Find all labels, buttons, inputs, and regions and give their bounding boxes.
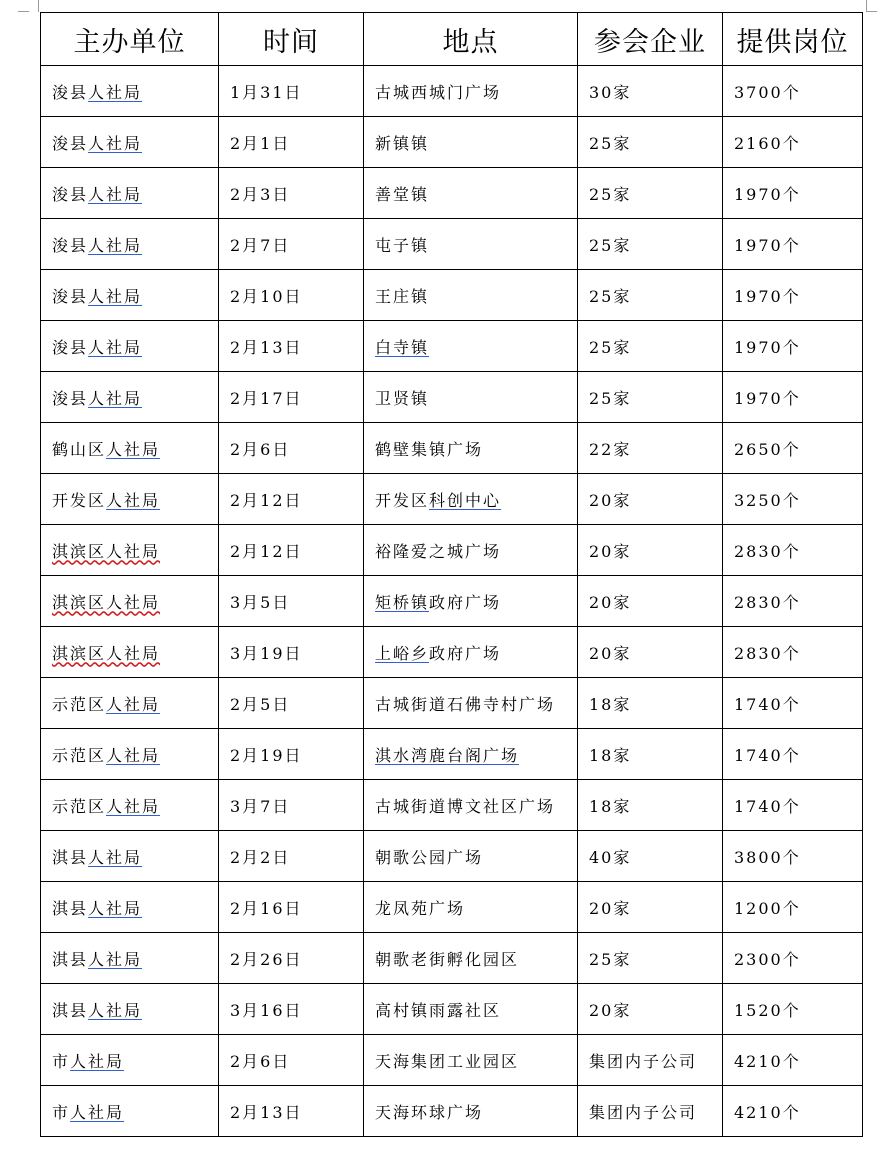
organizer-prefix: 浚县 (52, 82, 89, 102)
cell-jobs: 3800个 (723, 831, 863, 882)
cell-organizer (41, 729, 219, 780)
table-row (41, 831, 863, 882)
table-row (41, 984, 863, 1035)
location-text: 王庄镇 (375, 286, 430, 306)
table-row (41, 372, 863, 423)
cell-jobs: 2300个 (723, 933, 863, 984)
cell-jobs: 2160个 (723, 117, 863, 168)
cell-jobs: 2830个 (723, 525, 863, 576)
cell-companies: 集团内子公司 (578, 1035, 723, 1086)
location-text: 天海环球广场 (375, 1102, 484, 1122)
organizer-name: 人社局 (88, 1000, 143, 1020)
cell-organizer (41, 933, 219, 984)
cell-jobs: 4210个 (723, 1086, 863, 1137)
cell-location (364, 474, 578, 525)
cell-time: 2月1日 (219, 117, 364, 168)
organizer-prefix: 示范区 (52, 796, 107, 816)
table-row (41, 321, 863, 372)
cell-organizer (41, 66, 219, 117)
table-row (41, 780, 863, 831)
cell-companies: 18家 (578, 780, 723, 831)
cell-organizer (41, 882, 219, 933)
header-companies: 参会企业 (578, 13, 723, 66)
cell-time: 2月10日 (219, 270, 364, 321)
cell-time: 2月19日 (219, 729, 364, 780)
organizer-name: 人社局 (88, 286, 143, 306)
organizer-name: 人社局 (88, 184, 143, 204)
organizer-prefix: 示范区 (52, 745, 107, 765)
cell-jobs: 2830个 (723, 576, 863, 627)
table-row (41, 66, 863, 117)
organizer-name: 人社局 (88, 235, 143, 255)
cell-time: 3月7日 (219, 780, 364, 831)
table-row (41, 678, 863, 729)
cell-location (364, 780, 578, 831)
table-body (41, 66, 863, 1137)
cell-location (364, 270, 578, 321)
cell-time: 2月26日 (219, 933, 364, 984)
location-text: 屯子镇 (375, 235, 430, 255)
cell-time: 2月6日 (219, 423, 364, 474)
cell-companies: 20家 (578, 627, 723, 678)
cell-time: 3月19日 (219, 627, 364, 678)
table-row (41, 1086, 863, 1137)
cell-time: 2月13日 (219, 321, 364, 372)
cell-time: 2月6日 (219, 1035, 364, 1086)
cell-companies: 30家 (578, 66, 723, 117)
table-row (41, 1035, 863, 1086)
cell-organizer (41, 372, 219, 423)
location-text-tail: 政府广场 (429, 643, 502, 663)
cell-location (364, 321, 578, 372)
organizer-prefix: 淇县 (52, 847, 89, 867)
header-location: 地点 (364, 13, 578, 66)
organizer-name: 人社局 (106, 796, 161, 816)
organizer-prefix: 淇县 (52, 1000, 89, 1020)
location-text-tail: 政府广场 (429, 592, 502, 612)
cell-location (364, 1086, 578, 1137)
cell-organizer (41, 117, 219, 168)
table-row (41, 933, 863, 984)
table-row (41, 219, 863, 270)
location-marked-text: 科创中心 (429, 490, 502, 510)
cell-location (364, 831, 578, 882)
cell-location (364, 219, 578, 270)
cell-time: 3月16日 (219, 984, 364, 1035)
cell-time: 2月7日 (219, 219, 364, 270)
cell-location (364, 933, 578, 984)
cell-companies: 20家 (578, 576, 723, 627)
cell-jobs: 1200个 (723, 882, 863, 933)
location-marked-text: 白寺镇 (375, 337, 430, 357)
organizer-name: 人社局 (106, 490, 161, 510)
cell-organizer (41, 984, 219, 1035)
organizer-prefix: 鹤山区 (52, 439, 107, 459)
table-row (41, 270, 863, 321)
organizer-prefix: 浚县 (52, 388, 89, 408)
location-marked-text: 矩桥镇 (375, 592, 430, 612)
cell-time: 2月12日 (219, 525, 364, 576)
cell-companies: 集团内子公司 (578, 1086, 723, 1137)
cell-companies: 20家 (578, 474, 723, 525)
cell-jobs: 2650个 (723, 423, 863, 474)
organizer-name: 人社局 (88, 133, 143, 153)
organizer-prefix: 浚县 (52, 337, 89, 357)
organizer-name: 人社局 (88, 847, 143, 867)
organizer-prefix: 浚县 (52, 286, 89, 306)
cell-companies: 25家 (578, 372, 723, 423)
cell-jobs: 1970个 (723, 219, 863, 270)
location-text: 新镇镇 (375, 133, 430, 153)
organizer-prefix: 市 (52, 1051, 71, 1071)
cell-organizer (41, 525, 219, 576)
cell-companies: 40家 (578, 831, 723, 882)
cell-location (364, 66, 578, 117)
job-fair-schedule-table (40, 12, 863, 1137)
cell-organizer (41, 474, 219, 525)
cell-companies: 25家 (578, 321, 723, 372)
cell-organizer (41, 678, 219, 729)
cell-location (364, 984, 578, 1035)
location-text: 鹤壁集镇广场 (375, 439, 484, 459)
cell-location (364, 729, 578, 780)
cell-time: 3月5日 (219, 576, 364, 627)
location-text: 朝歌老街孵化园区 (375, 949, 520, 969)
cell-location (364, 627, 578, 678)
page-corner-mark-left-h (18, 11, 29, 12)
table-header-row (41, 13, 863, 66)
organizer-name: 人社局 (70, 1102, 125, 1122)
organizer-prefix: 浚县 (52, 133, 89, 153)
organizer-name: 人社局 (106, 694, 161, 714)
cell-jobs: 1970个 (723, 270, 863, 321)
location-text: 古城街道石佛寺村广场 (375, 694, 556, 714)
cell-companies: 25家 (578, 933, 723, 984)
cell-time: 2月5日 (219, 678, 364, 729)
organizer-name: 淇滨区人社局 (52, 541, 161, 561)
cell-jobs: 1520个 (723, 984, 863, 1035)
location-marked-text: 上峪乡 (375, 643, 430, 663)
cell-organizer (41, 1035, 219, 1086)
cell-companies: 25家 (578, 219, 723, 270)
table-row (41, 525, 863, 576)
cell-jobs: 1970个 (723, 321, 863, 372)
location-text: 卫贤镇 (375, 388, 430, 408)
organizer-name: 淇滨区人社局 (52, 643, 161, 663)
organizer-prefix: 示范区 (52, 694, 107, 714)
cell-location (364, 882, 578, 933)
cell-time: 2月13日 (219, 1086, 364, 1137)
cell-jobs: 1740个 (723, 678, 863, 729)
location-text: 开发区 (375, 490, 430, 510)
table-row (41, 882, 863, 933)
cell-jobs: 1970个 (723, 372, 863, 423)
cell-organizer (41, 576, 219, 627)
cell-organizer (41, 219, 219, 270)
header-organizer: 主办单位 (41, 13, 219, 66)
location-text: 高村镇雨露社区 (375, 1000, 502, 1020)
location-text: 古城街道博文社区广场 (375, 796, 556, 816)
page-corner-mark-right-h (866, 11, 877, 12)
organizer-name: 人社局 (88, 337, 143, 357)
cell-location (364, 1035, 578, 1086)
cell-organizer (41, 168, 219, 219)
cell-jobs: 1970个 (723, 168, 863, 219)
location-text: 善堂镇 (375, 184, 430, 204)
cell-companies: 25家 (578, 270, 723, 321)
cell-organizer (41, 831, 219, 882)
page-corner-mark-left (28, 0, 39, 12)
organizer-prefix: 浚县 (52, 184, 89, 204)
cell-companies: 25家 (578, 117, 723, 168)
cell-jobs: 2830个 (723, 627, 863, 678)
location-text: 朝歌公园广场 (375, 847, 484, 867)
organizer-prefix: 开发区 (52, 490, 107, 510)
cell-time: 1月31日 (219, 66, 364, 117)
cell-organizer (41, 270, 219, 321)
header-jobs: 提供岗位 (723, 13, 863, 66)
cell-time: 2月16日 (219, 882, 364, 933)
cell-location (364, 576, 578, 627)
cell-location (364, 117, 578, 168)
organizer-name: 淇滨区人社局 (52, 592, 161, 612)
cell-jobs: 1740个 (723, 780, 863, 831)
cell-organizer (41, 1086, 219, 1137)
cell-organizer (41, 780, 219, 831)
cell-companies: 22家 (578, 423, 723, 474)
cell-organizer (41, 321, 219, 372)
cell-companies: 20家 (578, 882, 723, 933)
cell-companies: 20家 (578, 525, 723, 576)
location-text: 天海集团工业园区 (375, 1051, 520, 1071)
table-row (41, 168, 863, 219)
cell-location (364, 678, 578, 729)
organizer-name: 人社局 (106, 439, 161, 459)
table-row (41, 423, 863, 474)
cell-time: 2月12日 (219, 474, 364, 525)
table-row (41, 117, 863, 168)
cell-jobs: 3250个 (723, 474, 863, 525)
organizer-name: 人社局 (88, 388, 143, 408)
cell-jobs: 3700个 (723, 66, 863, 117)
header-time: 时间 (219, 13, 364, 66)
cell-time: 2月3日 (219, 168, 364, 219)
location-text: 裕隆爱之城广场 (375, 541, 502, 561)
organizer-prefix: 淇县 (52, 898, 89, 918)
location-text: 龙凤苑广场 (375, 898, 466, 918)
cell-companies: 18家 (578, 729, 723, 780)
cell-location (364, 423, 578, 474)
cell-companies: 20家 (578, 984, 723, 1035)
cell-location (364, 168, 578, 219)
organizer-name: 人社局 (70, 1051, 125, 1071)
cell-location (364, 372, 578, 423)
cell-location (364, 525, 578, 576)
table-row (41, 729, 863, 780)
organizer-name: 人社局 (88, 949, 143, 969)
organizer-prefix: 市 (52, 1102, 71, 1122)
organizer-name: 人社局 (88, 898, 143, 918)
location-marked-text: 淇水湾鹿台阁广场 (375, 745, 520, 765)
cell-jobs: 1740个 (723, 729, 863, 780)
cell-organizer (41, 423, 219, 474)
cell-jobs: 4210个 (723, 1035, 863, 1086)
organizer-prefix: 浚县 (52, 235, 89, 255)
cell-time: 2月17日 (219, 372, 364, 423)
organizer-prefix: 淇县 (52, 949, 89, 969)
table-row (41, 576, 863, 627)
table-row (41, 474, 863, 525)
table-row (41, 627, 863, 678)
cell-companies: 18家 (578, 678, 723, 729)
cell-organizer (41, 627, 219, 678)
cell-companies: 25家 (578, 168, 723, 219)
organizer-name: 人社局 (88, 82, 143, 102)
cell-time: 2月2日 (219, 831, 364, 882)
location-text: 古城西城门广场 (375, 82, 502, 102)
organizer-name: 人社局 (106, 745, 161, 765)
